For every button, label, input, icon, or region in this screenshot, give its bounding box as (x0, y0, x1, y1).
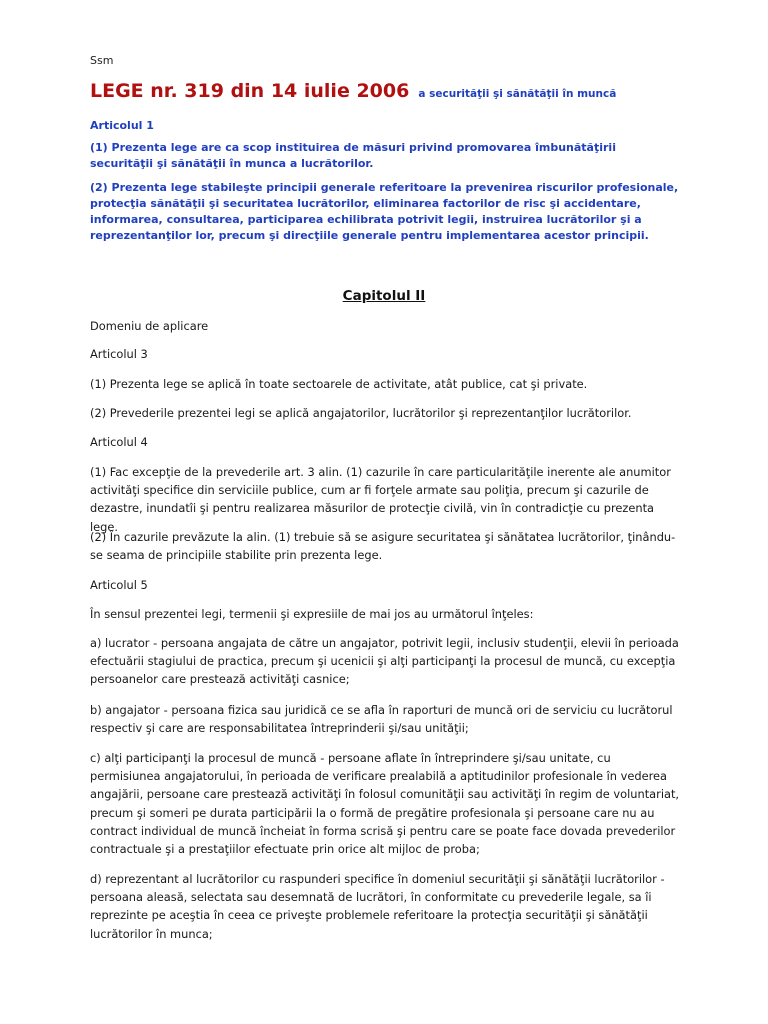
article-3-paragraph-2: (2) Prevederile prezentei legi se aplică angajatorilor, lucrătorilor şi reprezentanţilor lucrătorilor. (90, 406, 632, 420)
chapter-subtitle: Domeniu de aplicare (90, 319, 209, 333)
definition-d: d) reprezentant al lucrătorilor cu raspunderi specifice în domeniul securităţii şi sănătăţii lucrătorilor - persoana aleasă, selectata sau desemnată de lucrători, în conformitate cu prevederile legale, sa îi reprezinte pe aceştia în ceea ce priveşte problemele referitoare la protecţia securităţii şi sănătăţii lucrătorilor în munca; (90, 872, 665, 941)
law-title: LEGE nr. 319 din 14 iulie 2006 (90, 80, 410, 102)
article-5-intro: În sensul prezentei legi, termenii şi expresiile de mai jos au următorul înţeles: (90, 607, 534, 621)
definition-c: c) alţi participanţi la procesul de muncă - persoane aflate în întreprindere şi/sau unitate, cu permisiunea angajatorului, în perioada de verificare prealabilă a aptitudinilor profesionale în vederea angajării, persoane care prestează activităţi în folosul comunităţii sau activităţi în regim de voluntariat, precum şi someri pe durata participării la o formă de pregătire profesionala şi persoane care nu au contract individual de muncă încheiat în forma scrisă şi pentru care se poate face dovada prevederilor contractuale şi a prestaţiilor efectuate prin orice alt mijloc de proba; (90, 751, 680, 857)
definition-a: a) lucrator - persoana angajata de către un angajator, potrivit legii, inclusiv studenţii, elevii în perioada efectuării stagiului de practica, precum şi ucenicii şi alţi participanţi la procesul de muncă, cu excepţia persoanelor care prestează activităţi casnice; (90, 636, 679, 687)
law-subtitle: a securităţii şi sănătăţii în muncă (418, 88, 617, 100)
article-1-heading: Articolul 1 (90, 119, 154, 132)
ssm-label: Ssm (90, 54, 114, 67)
article-1-paragraph-2: (2) Prezenta lege stabileşte principii generale referitoare la prevenirea riscurilor profesionale, protecţia sănătăţii şi securitatea lucrătorilor, eliminarea factorilor de risc şi accidentare, informarea, consultarea, participarea echilibrata potrivit legii, instruirea lucrătorilor şi a reprezentanţilor lor, precum şi direcţiile generale pentru implementarea acestor principii. (90, 181, 679, 242)
article-4-paragraph-2: (2) În cazurile prevăzute la alin. (1) trebuie să se asigure securitatea şi sănătatea lucrătorilor, ţinându-se seama de principiile stabilite prin prezenta lege. (90, 530, 676, 563)
article-3-paragraph-1: (1) Prezenta lege se aplică în toate sectoarele de activitate, atât publice, cat şi private. (90, 377, 588, 391)
article-1-paragraph-1: (1) Prezenta lege are ca scop instituirea de măsuri privind promovarea îmbunătăţirii securităţii şi sănătăţii în munca a lucrătorilor. (90, 141, 616, 170)
article-3-heading: Articolul 3 (90, 347, 148, 361)
article-4-paragraph-1: (1) Fac excepţie de la prevederile art. 3 alin. (1) cazurile în care particularităţile inerente ale anumitor activităţi specifice din serviciile publice, cum ar fi forţele armate sau poliţia, precum şi cazurile de dezastre, inundatîi şi pentru realizarea măsurilor de protecţie civilă, vin în contradicţie cu prezenta lege. (90, 465, 671, 534)
law-title-line (90, 80, 616, 102)
article-5-heading: Articolul 5 (90, 578, 148, 592)
definition-b: b) angajator - persoana fizica sau juridică ce se afla în raporturi de muncă ori de serviciu cu lucrătorul respectiv şi care are responsabilitatea întreprinderii şi/sau unităţii; (90, 703, 673, 736)
article-4-heading: Articolul 4 (90, 435, 148, 449)
chapter-title: Capitolul II (342, 288, 426, 304)
